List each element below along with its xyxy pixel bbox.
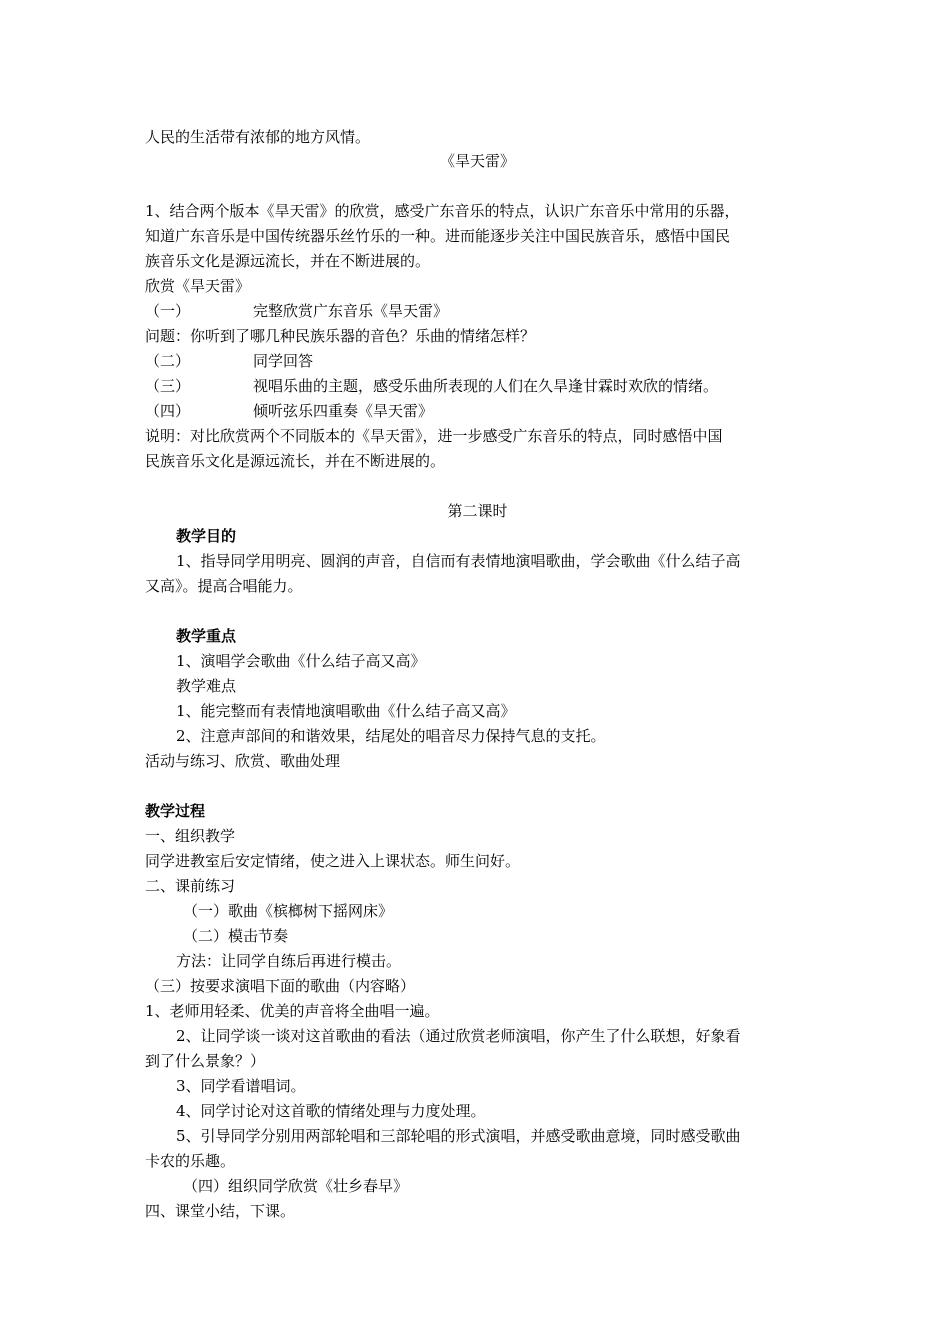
- step-number: （一）: [145, 302, 191, 320]
- heading-key-point: 教学重点: [176, 627, 237, 645]
- process-line: 5、引导同学分别用两部轮唱和三部轮唱的形式演唱，并感受歌曲意境，同时感受歌曲: [176, 1127, 741, 1145]
- step-text: 同学回答: [253, 352, 314, 370]
- lesson-two-title: 第二课时: [447, 502, 508, 520]
- step-text: 视唱乐曲的主题，感受乐曲所表现的人们在久旱逢甘霖时欢欣的情绪。: [253, 377, 719, 395]
- step-item: [145, 301, 810, 321]
- step-item: [145, 401, 810, 421]
- process-sub-step: （一）歌曲《槟榔树下摇网床》: [183, 902, 394, 920]
- process-sub-step: （二）模击节奏: [183, 927, 289, 945]
- goal-paragraph-line: 1、结合两个版本《旱天雷》的欣赏，感受广东音乐的特点，认识广东音乐中常用的乐器，: [145, 202, 740, 220]
- step-number: （二）: [145, 352, 191, 370]
- intro-line-end: 人民的生活带有浓郁的地方风情。: [145, 128, 371, 146]
- key-point-line: 1、演唱学会歌曲《什么结子高又高》: [176, 652, 426, 670]
- section-title-hantianlei: 《旱天雷》: [439, 152, 515, 170]
- note-line: 民族音乐文化是源远流长，并在不断进展的。: [145, 452, 446, 470]
- difficulty-line: 1、能完整而有表情地演唱歌曲《什么结子高又高》: [176, 702, 516, 720]
- heading-teaching-process: 教学过程: [145, 802, 206, 820]
- activity-line: 活动与练习、欣赏、歌曲处理: [145, 752, 341, 770]
- process-line: 同学进教室后安定情绪，使之进入上课状态。师生问好。: [145, 852, 521, 870]
- process-line: 卡农的乐趣。: [145, 1152, 236, 1170]
- process-line: 3、同学看谱唱词。: [176, 1077, 306, 1095]
- question-line: 问题：你听到了哪几种民族乐器的音色？乐曲的情绪怎样？: [145, 327, 536, 345]
- process-line: 2、让同学谈一谈对这首歌曲的看法（通过欣赏老师演唱，你产生了什么联想，好象看: [176, 1027, 741, 1045]
- activity-heading: 欣赏《旱天雷》: [145, 277, 251, 295]
- step-number: （三）: [145, 377, 191, 395]
- process-line: 4、同学讨论对这首歌的情绪处理与力度处理。: [176, 1102, 486, 1120]
- process-step: 四、课堂小结，下课。: [145, 1202, 296, 1220]
- step-text: 倾听弦乐四重奏《旱天雷》: [253, 402, 434, 420]
- goal-line: 1、指导同学用明亮、圆润的声音，自信而有表情地演唱歌曲，学会歌曲《什么结子高: [176, 552, 741, 570]
- process-line: 1、老师用轻柔、优美的声音将全曲唱一遍。: [145, 1002, 440, 1020]
- goal-paragraph-line: 知道广东音乐是中国传统器乐丝竹乐的一种。进而能逐步关注中国民族音乐，感悟中国民: [145, 227, 731, 245]
- note-line: 说明：对比欣赏两个不同版本的《旱天雷》，进一步感受广东音乐的特点，同时感悟中国: [145, 427, 723, 445]
- goal-line: 又高》。提高合唱能力。: [145, 577, 303, 595]
- process-step: 一、组织教学: [145, 827, 236, 845]
- process-step: 二、课前练习: [145, 877, 236, 895]
- step-item: [145, 351, 810, 371]
- step-text: 完整欣赏广东音乐《旱天雷》: [253, 302, 449, 320]
- process-line: 方法：让同学自练后再进行模击。: [176, 952, 402, 970]
- process-line: 到了什么景象？）: [145, 1052, 266, 1070]
- step-item: [145, 376, 810, 396]
- heading-difficulty: 教学难点: [176, 677, 237, 695]
- process-sub-step: （四）组织同学欣赏《壮乡春早》: [183, 1177, 409, 1195]
- goal-paragraph-line: 族音乐文化是源远流长，并在不断进展的。: [145, 252, 431, 270]
- difficulty-line: 2、注意声部间的和谐效果，结尾处的唱音尽力保持气息的支托。: [176, 727, 606, 745]
- heading-teaching-goal: 教学目的: [176, 527, 237, 545]
- step-number: （四）: [145, 402, 191, 420]
- process-sub-step: （三）按要求演唱下面的歌曲（内容略）: [145, 977, 416, 995]
